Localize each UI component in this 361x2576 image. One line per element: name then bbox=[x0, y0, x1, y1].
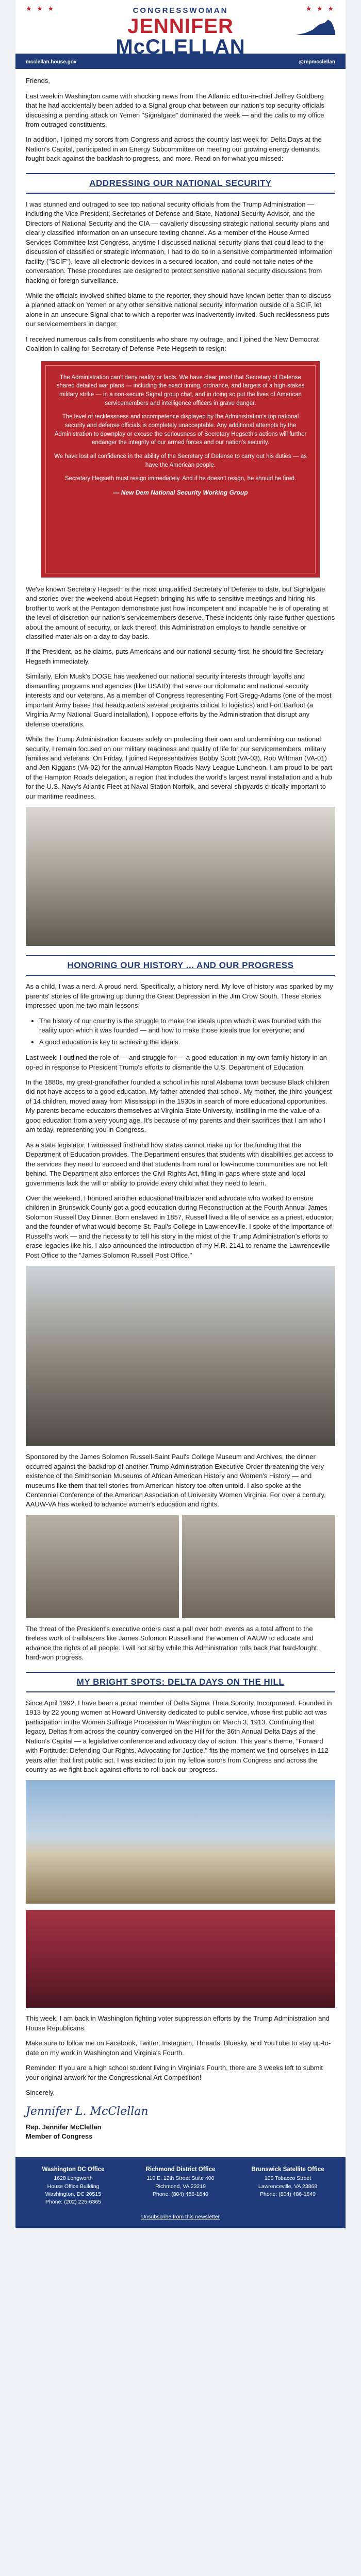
greeting: Friends, bbox=[26, 77, 50, 85]
header-district: FOURTH DISTRICT OF VIRGINIA bbox=[112, 60, 249, 66]
header-pretitle: CONGRESSWOMAN bbox=[133, 6, 228, 15]
unsubscribe-link[interactable]: Unsubscribe from this newsletter bbox=[141, 2214, 220, 2221]
history-heading: HONORING OUR HISTORY ... AND OUR PROGRESS bbox=[26, 955, 335, 976]
history-paragraph-1: As a child, I was a nerd. A proud nerd. Specifically, a history nerd. My love of history was sparked by my parents' stories of life growing up during the Great Depression in the Jim Crow South. These stories impressed upon me two main lessons: bbox=[26, 982, 333, 1010]
aauw-photo-left bbox=[26, 1515, 179, 1618]
office-list bbox=[22, 2165, 339, 2207]
office-line: 100 Tobacco Street bbox=[264, 2175, 311, 2182]
newsletter bbox=[15, 0, 346, 2228]
office-line: House Office Building bbox=[47, 2183, 100, 2190]
statement-paragraph-2: The level of recklessness and incompetence displayed by the Administration's top national security and defense officials is completely unacceptable. Any additional attempts by the Administration to downplay or excuse the seriousness of Secretary Hegseth's actions will further endanger the integrity of our armed forces and our nation's security. bbox=[54, 414, 307, 446]
security-heading: ADDRESSING OUR NATIONAL SECURITY bbox=[26, 173, 335, 194]
aauw-photo-right bbox=[182, 1515, 335, 1618]
security-paragraph-2: While the officials involved shifted blame to the reporter, they should have known better than to discuss a planned attack on Yemen or any other sensitive national security information outside of a SCIF, let alone in an unsecure Signal chat to which a reporter was inadvertently invited. Such recklessness puts our servicemembers in danger. bbox=[26, 292, 331, 328]
office-name: Washington DC Office bbox=[42, 2166, 105, 2173]
stars-left: ★ ★ ★ bbox=[26, 5, 56, 12]
security-paragraph-1: I was stunned and outraged to see top national security officials from the Trump Administration — including the Vice President, Secretaries of Defense and State, National Security Advisor, and the Directors of National Security and the CIA — cavalierly discussing strategic national security plans and clearly classified information on an unsecure texting channel. As a member of the House Armed Services Committee last Congress, anytime I discussed national security plans that could lead to the discussion of classified or strategic information, I had to do so in a sensitive compartmented information facility ("SCIF"), leave all electronic devices in a secured location, and could not take notes of the conversation. These procedures are designed to protect sensitive national security discussions from hacking or foreign surveillance. bbox=[26, 200, 333, 284]
stars-right: ★ ★ ★ bbox=[305, 5, 335, 12]
office-richmond bbox=[129, 2165, 232, 2207]
office-line: 110 E. 12th Street Suite 400 bbox=[146, 2175, 215, 2182]
office-dc bbox=[22, 2165, 125, 2207]
sincerely: Sincerely, bbox=[26, 2089, 55, 2097]
aauw-photos bbox=[26, 1515, 335, 1618]
signer-title: Member of Congress bbox=[26, 2132, 93, 2141]
lesson-item: • A good education is key to achieving the ideals. bbox=[39, 1038, 335, 1047]
history-paragraph-5: Over the weekend, I honored another educational trailblazer and advocate who worked to ensure children in Brunswick County got a good education during Reconstruction at the Fourth Annual James Solomon Russell Day Dinner. Born enslaved in 1857, Russell lived a life of service as a priest, educator, and the founder of what would become St. Paul's College in Lawrenceville. I spoke of the importance of Russell's work — and the necessity to tell his story in the midst of the Trump Administration's efforts to erase legacies like his. I also announced the introduction of my H.R. 2141 to rename the Lawrenceville Post Office to the "James Solomon Russell Post Office." bbox=[26, 1194, 334, 1259]
security-paragraph-4: We've known Secretary Hegseth is the most unqualified Secretary of Defense to date, but Signalgate and stories over the weekend about Hegseth bringing his wife to sensitive meetings and hiring his brother to work at the Pentagon demonstrate just how incompetent and incapable he is of operating at the level of discretion our nation's servicemembers deserve. These incidents only raise further questions about the amount of security, or lack thereof, this Administration employs to handle sensitive or classified materials on a day to day basis. bbox=[26, 585, 335, 640]
intro-paragraph-1: Last week in Washington came with shocking news from The Atlantic editor-in-chief Jeffrey Goldberg that he had accidentally been added to a Signal group chat between our nation's top security officials discussing a pending attack on Yemen "Signalgate" dominated the week — and the calls to my office from outraged constituents. bbox=[26, 92, 324, 128]
history-caption: Sponsored by the James Solomon Russell-Saint Paul's College Museum and Archives, the dinner occurred against the backdrop of another Trump Administration Executive Order threatening the very existence of the Smithsonian Museums of African American History and Women's History — and museums like them that tell stories from American history too often untold. I also spoke at the Centennial Conference of the American Association of University Women Virginia. For over a century, AAUW-VA has worked to advance women's education and rights. bbox=[26, 1453, 326, 1509]
security-paragraph-6: Similarly, Elon Musk's DOGE has weakened our national security interests through layoffs and dismantling programs and agencies (like USAID) that serve our diplomatic and national security interests and our veterans. As a member of Congress representing Fort Gregg-Adams (one of the most important Army bases that headquarters several programs critical to logistics) and Fort Barfoot (a Virginia Army National Guard installation), I oppose efforts by the Administration that disrupt any defense operations. bbox=[26, 672, 332, 728]
office-line: 1628 Longworth bbox=[54, 2175, 93, 2182]
office-name: Brunswick Satellite Office bbox=[251, 2166, 324, 2173]
history-paragraph-2: Last week, I outlined the role of — and struggle for — a good education in my own family history in an op-ed in response to President Trump's efforts to dismantle the U.S. Department of Education. bbox=[26, 1054, 327, 1071]
office-line: Richmond, VA 23219 bbox=[155, 2183, 206, 2190]
office-line: Lawrenceville, VA 23868 bbox=[258, 2183, 318, 2190]
signoff bbox=[26, 2088, 335, 2142]
virginia-map-icon bbox=[295, 18, 336, 38]
statement-attribution: — New Dem National Security Working Group bbox=[113, 489, 248, 497]
history-paragraph-4: As a state legislator, I witnessed firsthand how states cannot make up for the funding that the Department of Education provides. The Department ensures that students with disabilities get access to the services they need to succeed and that students from rural or low-income communities are not left behind. The Department also enforces the Civil Rights Act, filling in gaps where state and local governments lack the will or ability to provide every child what they need to learn. bbox=[26, 1141, 333, 1187]
deltas-paragraph-4: Reminder: If you are a high school student living in Virginia's Fourth, there are 3 weeks left to submit your original artwork for the Congressional Art Competition! bbox=[26, 2064, 323, 2081]
newsletter-body bbox=[15, 69, 346, 2157]
intro-paragraph-2: In addition, I joined my sorors from Congress and across the country last week for Delta Days at the Nation's Capital, participated in an Energy Subcommittee on meeting our growing energy demands, fought back against the backlash to progress, and more. Read on for what you missed: bbox=[26, 135, 322, 163]
office-phone: Phone: (804) 486-1840 bbox=[153, 2191, 208, 2197]
new-dem-statement-card bbox=[41, 361, 320, 578]
signature: Jennifer L. McClellan bbox=[26, 2105, 149, 2118]
header-first-name: JENNIFER bbox=[127, 15, 234, 38]
office-phone: Phone: (804) 486-1840 bbox=[260, 2191, 316, 2197]
statement-paragraph-4: Secretary Hegseth must resign immediately. And if he doesn't resign, he should be fired. bbox=[64, 476, 297, 482]
history-paragraph-3: In the 1880s, my great-grandfather founded a school in his rural Alabama town because Black children did not have access to a good education. My father attended that school. My mother, the third youngest of 14 children, moved away from Mississippi in the 1930s in search of more educational opportunities. My parents became educators themselves at Virginia State University, instilling in me the value of a good education from a very young age. It's because of my parents and their sacrifices that I am who I am today, representing you in Congress. bbox=[26, 1078, 332, 1134]
footer bbox=[15, 2157, 346, 2228]
delta-days-capitol-photo bbox=[26, 1780, 335, 1904]
unsubscribe-row bbox=[22, 2213, 339, 2221]
social-handle-link[interactable]: @repmcclellan bbox=[299, 59, 335, 65]
signer-name: Rep. Jennifer McClellan bbox=[26, 2123, 102, 2131]
deltas-paragraph-3: Make sure to follow me on Facebook, Twitter, Instagram, Threads, Bluesky, and YouTube to stay up-to-date on my work in Washington and Virginia's Fourth. bbox=[26, 2039, 331, 2057]
deltas-heading: MY BRIGHT SPOTS: DELTA DAYS ON THE HILL bbox=[26, 1672, 335, 1692]
navy-league-photo bbox=[26, 807, 335, 946]
office-brunswick bbox=[236, 2165, 339, 2207]
header-last-name: McCLELLAN bbox=[116, 36, 245, 59]
delta-days-group-photo bbox=[26, 1910, 335, 2008]
deltas-paragraph-2: This week, I am back in Washington fighting voter suppression efforts by the Trump Administration and House Republicans. bbox=[26, 2014, 330, 2032]
security-paragraph-3: I received numerous calls from constituents who share my outrage, and I joined the New Democrat Coalition in calling for Secretary of Defense Pete Hegseth to resign: bbox=[26, 335, 319, 353]
lesson-item: • The history of our country is the struggle to make the ideals upon which it was founded with the reality upon which it was founded — and how to make those ideals true for everyone; and bbox=[39, 1016, 335, 1036]
statement-paragraph-3: We have lost all confidence in the ability of the Secretary of Defense to carry out his duties — as have the American people. bbox=[54, 453, 307, 468]
history-paragraph-6: The threat of the President's executive orders cast a pall over both events as a total affront to the tireless work of trailblazers like James Solomon Russell and the women of AAUW to educate and advance the rights of all people. I will not sit by while this Administration rolls back that hard-fought, hard-won progress. bbox=[26, 1624, 319, 1662]
office-name: Richmond District Office bbox=[145, 2166, 216, 2173]
security-paragraph-7: While the Trump Administration focuses solely on protecting their own and undermining our national security, I remain focused on our military readiness and quality of life for our servicemembers, military families and veterans. On Friday, I joined Representatives Bobby Scott (VA-03), Rob Wittman (VA-01) and Jen Kiggans (VA-02) for the annual Hampton Roads Navy League Luncheon. I am proud to be part of the Hampton Roads delegation, a region that includes the world's largest naval installation and a hub for the U.S. Navy's Atlantic Fleet at Naval Station Norfolk, and several shipyards critically important to our maritime readiness. bbox=[26, 735, 332, 800]
history-lessons-list bbox=[39, 1016, 335, 1047]
deltas-paragraph-1: Since April 1992, I have been a proud member of Delta Sigma Theta Sorority, Incorporated. Founded in 1913 by 22 young women at Howard University dedicated to public service, whose first public act was participation in the Women Suffrage Procession in Washington on March 3, 1913. Continuing that legacy, Deltas from across the country converged on the Hill for the 36th Annual Delta Days at the Nation's Capital — a legislative conference and advocacy day of action. This year's theme, "Forward with Fortitude: Defending Our Rights, Advocating for Justice," fits the moment we find ourselves in 112 years after that first public act. I was excited to join my fellow sorors from Congress and across the country as we fight back against efforts to roll back our progress. bbox=[26, 1699, 332, 1773]
office-line: Washington, DC 20515 bbox=[45, 2191, 102, 2197]
security-paragraph-5: If the President, as he claims, puts Americans and our national security first, he should fire Secretary Hegseth immediately. bbox=[26, 648, 324, 665]
office-phone: Phone: (202) 225-6365 bbox=[45, 2199, 101, 2206]
website-link[interactable]: mcclellan.house.gov bbox=[26, 59, 77, 65]
statement-paragraph-1: The Administration can't deny reality or facts. We have clear proof that Secretary of Defense shared detailed war plans — including the exact timing, ordnance, and targets of a high-stakes military strike — in a non-secure Signal group chat, and in doing so put the lives of American servicemembers and intelligence officers in grave danger. bbox=[56, 374, 305, 406]
russell-dinner-photo bbox=[26, 1266, 335, 1446]
